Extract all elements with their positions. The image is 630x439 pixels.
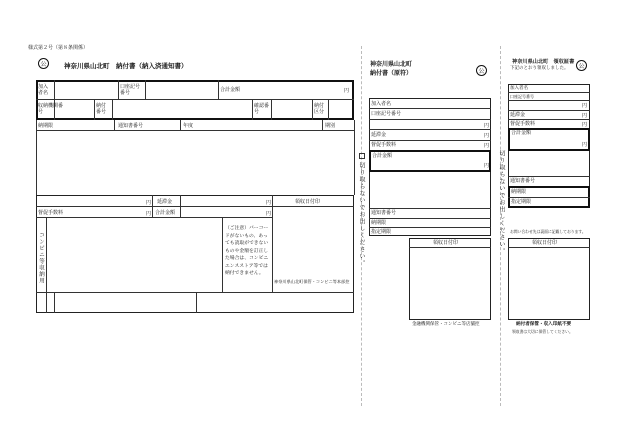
enrollee-name-label: 加入者名 [38, 84, 49, 96]
receipt-total-amount-label: 合計金額 [511, 130, 532, 136]
payment-slip-title: 神奈川県山北町 納付書（納入済通知書） [64, 62, 188, 70]
deadline-label: 納期限 [38, 123, 54, 129]
late-fee-label: 延滞金 [157, 199, 173, 205]
stub-draft-fee-label: 督促手数料 [371, 142, 397, 148]
stub-receipt-stamp-box [409, 238, 491, 320]
receipt-footnote: 領収書は大切に保管してください。 [512, 329, 573, 334]
stub-total-amount-label: 合計金額 [372, 153, 393, 159]
confirmation-number-label: 確認番号 [254, 103, 270, 115]
yen-label: 円 [344, 88, 350, 94]
receipt-stamp-label: 領収日付印 [532, 240, 558, 246]
cut-checkbox [359, 153, 365, 159]
receipt-late-fee-label: 延滞金 [510, 112, 526, 118]
receipt-account-symbol-label: 口座記号番号 [510, 94, 534, 99]
retention-label: 神奈川県山北町保管・コンビニ等本部控 [274, 279, 350, 284]
stub-designated-deadline-label: 指定期限 [371, 229, 392, 235]
receipt-enrollee-name-label: 加入者名 [510, 86, 528, 91]
barcode-notice: （ご注意）バーコードがないもの、あっても読取ができないものや金額を訂正した場合は、コンビニエンスストア等では納付できません。 [225, 226, 269, 276]
period-label: 期別 [325, 123, 336, 129]
receipt-draft-fee-label: 督促手数料 [510, 121, 536, 127]
receipt-stamp-box [508, 238, 590, 320]
stub-notice-number-label: 通知書番号 [371, 210, 397, 216]
convenience-label: コンビニ等収納用 [38, 232, 44, 284]
total-amount-label: 合計金額 [220, 87, 241, 93]
payment-info-box [36, 80, 354, 120]
notice-number-label: 通知書番号 [118, 123, 144, 129]
receipt-cut-notice: 切り取らないでお出しください。 [498, 150, 505, 255]
stub-enrollee-name-label: 加入者名 [371, 101, 392, 107]
receipt-stamp-label: 領収日付印 [295, 199, 321, 205]
stub-retention-label: 金融機関保管・コンビニ等店舗控 [412, 322, 480, 327]
receipt-subtitle: 下記のとおり領収しました。 [510, 66, 569, 71]
receipt-retention-label: 納付者保管・収入印紙不要 [516, 322, 572, 327]
seal-icon: 公 [576, 60, 587, 71]
stub-title-line1: 神奈川県山北町 [370, 61, 413, 68]
draft-fee-label: 督促手数料 [38, 210, 64, 216]
account-symbol-label: 口座記号番号 [120, 84, 141, 96]
seal-icon: 公 [476, 65, 487, 76]
receipt-notice-number-label: 通知書番号 [510, 178, 536, 184]
stub-account-symbol-label: 口座記号番号 [371, 111, 402, 117]
seal-icon: 公 [38, 58, 49, 69]
stub-receipt-stamp-label: 領収日付印 [433, 240, 459, 246]
form-number: 様式第２号（第８条関係） [28, 45, 89, 51]
stub-late-fee-label: 延滞金 [371, 132, 387, 138]
stub-cut-notice: 切り取らないでお出しください。 [358, 162, 365, 267]
receipt-title: 神奈川県山北町 領収証書 [512, 59, 575, 65]
payment-category-label: 納付区分 [314, 103, 325, 115]
total-amount-label-2: 合計金額 [155, 210, 176, 216]
convenience-block [36, 195, 354, 313]
receipt-deadline-label: 納期限 [511, 189, 527, 195]
stub-title-line2: 納付書（原符） [370, 70, 413, 77]
payment-number-label: 納付番号 [96, 103, 107, 115]
receipt-designated-deadline-label: 指定期限 [511, 199, 532, 205]
fiscal-year-label: 年度 [183, 123, 194, 129]
stub-deadline-label: 納期限 [371, 220, 387, 226]
institution-number-label: 収納機関番号 [38, 103, 64, 115]
inquiry-note: お問い合わせ先は裏面に記載しております。 [510, 229, 586, 234]
